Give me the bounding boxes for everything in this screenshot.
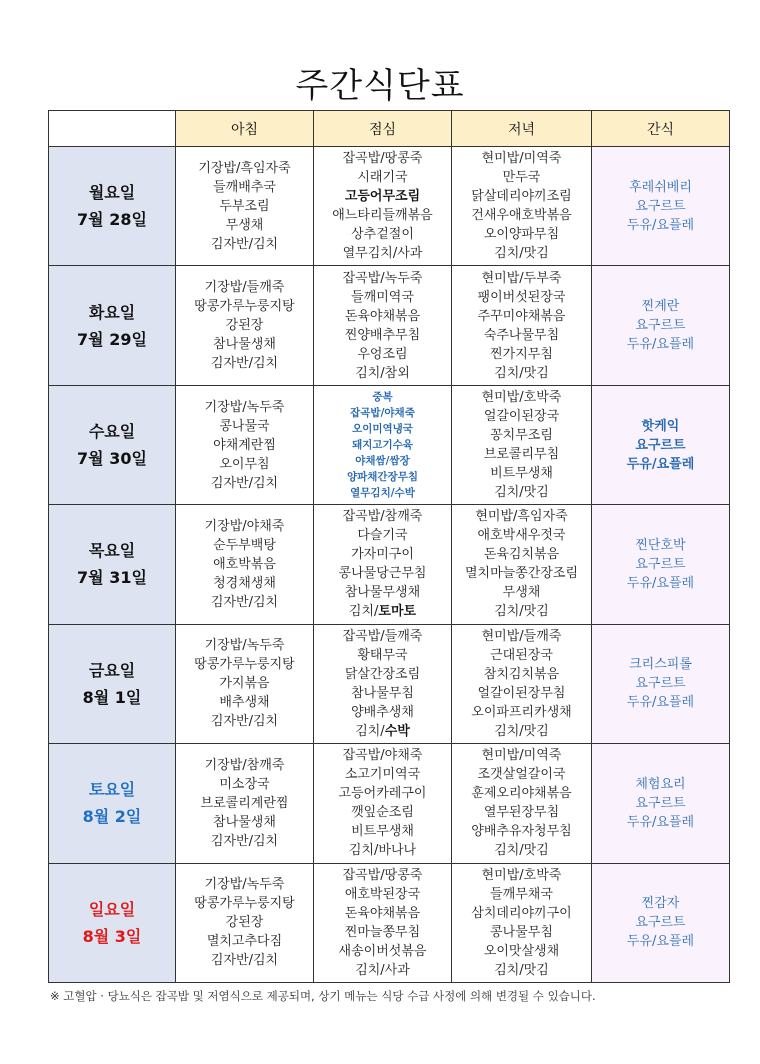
lunch-item: 황태무국 bbox=[357, 647, 408, 663]
lunch-item: 애느타리들깨볶음 bbox=[332, 208, 433, 224]
header-breakfast: 아침 bbox=[176, 111, 314, 147]
day-name: 목요일 bbox=[88, 541, 136, 561]
dinner-item: 오이맛살생채 bbox=[483, 943, 560, 959]
dinner-item: 참치김치볶음 bbox=[483, 666, 560, 682]
day-date: 7월 29일 bbox=[77, 329, 147, 349]
snack-item: 두유/요플레 bbox=[626, 814, 695, 830]
lunch-item: 김치/사과 bbox=[355, 962, 410, 978]
snack-cell bbox=[592, 744, 730, 863]
menu-table bbox=[48, 110, 730, 983]
lunch-item: 닭살간장조림 bbox=[344, 666, 421, 682]
day-cell bbox=[49, 863, 176, 982]
dinner-item: 무생채 bbox=[502, 585, 541, 601]
dinner-item: 현미밥/호박죽 bbox=[481, 390, 562, 406]
lunch-cell bbox=[314, 863, 452, 982]
snack-cell bbox=[592, 266, 730, 385]
day-cell bbox=[49, 624, 176, 743]
dinner-item: 현미밥/호박죽 bbox=[481, 867, 562, 883]
lunch-item: 돼지고기수육 bbox=[352, 439, 413, 452]
dinner-item: 김치/맛김 bbox=[494, 485, 549, 501]
snack-item: 요구르트 bbox=[635, 795, 686, 811]
dinner-item: 꽁치무조림 bbox=[490, 428, 553, 444]
snack-item: 두유/요플레 bbox=[626, 695, 695, 711]
dinner-cell bbox=[452, 744, 592, 863]
lunch-item: 고등어카레구이 bbox=[338, 786, 427, 802]
breakfast-item: 김자반/김치 bbox=[210, 236, 279, 252]
day-date: 8월 1일 bbox=[82, 687, 142, 707]
breakfast-item: 브로콜리계란찜 bbox=[200, 795, 289, 811]
breakfast-item: 두부조림 bbox=[219, 198, 270, 214]
snack-item: 요구르트 bbox=[635, 915, 686, 931]
dinner-cell bbox=[452, 385, 592, 504]
lunch-item: 시래기국 bbox=[357, 170, 408, 186]
lunch-item: 열무김치/사과 bbox=[342, 246, 423, 262]
dinner-item: 애호박새우젓국 bbox=[477, 528, 566, 544]
header-lunch: 점심 bbox=[314, 111, 452, 147]
breakfast-item: 기장밥/녹두죽 bbox=[204, 638, 285, 654]
snack-cell bbox=[592, 147, 730, 266]
snack-item: 두유/요플레 bbox=[626, 934, 695, 950]
lunch-item: 참나물무생채 bbox=[344, 585, 421, 601]
day-date: 8월 2일 bbox=[82, 807, 142, 827]
lunch-item: 돈육야채볶음 bbox=[344, 905, 421, 921]
lunch-item: 콩나물당근무침 bbox=[338, 566, 427, 582]
lunch-item: 가자미구이 bbox=[351, 547, 414, 563]
lunch-cell bbox=[314, 385, 452, 504]
dinner-item: 돈육김치볶음 bbox=[483, 547, 560, 563]
lunch-item: 비트무생채 bbox=[351, 824, 414, 840]
breakfast-item: 오이무침 bbox=[219, 456, 270, 472]
snack-item: 두유/요플레 bbox=[626, 575, 695, 591]
lunch-cell bbox=[314, 624, 452, 743]
lunch-item: 오이미역냉국 bbox=[352, 423, 413, 436]
lunch-item: 잡곡밥/야채죽 bbox=[342, 748, 423, 764]
dinner-item: 비트무생채 bbox=[490, 466, 553, 482]
breakfast-item: 순두부백탕 bbox=[213, 537, 276, 553]
menu-row bbox=[49, 863, 730, 982]
breakfast-cell bbox=[176, 385, 314, 504]
snack-item: 찐감자 bbox=[641, 896, 680, 912]
dinner-item: 조갯살얼갈이국 bbox=[477, 767, 566, 783]
day-name: 일요일 bbox=[88, 899, 136, 919]
breakfast-item: 기장밥/녹두죽 bbox=[204, 399, 285, 415]
lunch-item: 찐양배추무침 bbox=[344, 327, 421, 343]
dinner-item: 양배추유자청무침 bbox=[471, 824, 572, 840]
snack-item: 요구르트 bbox=[635, 676, 686, 692]
lunch-item: 김치/참외 bbox=[355, 365, 410, 381]
breakfast-item: 야채계란찜 bbox=[213, 437, 276, 453]
snack-item: 찐단호박 bbox=[635, 537, 686, 553]
page-title: 주간식단표 bbox=[295, 66, 465, 106]
lunch-item: 새송이버섯볶음 bbox=[338, 943, 427, 959]
dinner-item: 닭살데리야끼조림 bbox=[471, 189, 572, 205]
dinner-item: 멸치마늘쫑간장조림 bbox=[464, 566, 579, 582]
breakfast-cell bbox=[176, 863, 314, 982]
lunch-item: 열무김치/수박 bbox=[350, 487, 415, 500]
day-date: 7월 28일 bbox=[77, 210, 147, 230]
lunch-item: 들깨미역국 bbox=[351, 289, 414, 305]
dinner-item: 김치/맛김 bbox=[494, 246, 549, 262]
day-name: 토요일 bbox=[88, 780, 136, 800]
breakfast-item: 기장밥/들깨죽 bbox=[204, 280, 285, 296]
dinner-item: 열무된장무침 bbox=[483, 805, 560, 821]
snack-item: 찐계란 bbox=[641, 299, 680, 315]
lunch-item: 잡곡밥/녹두죽 bbox=[342, 270, 423, 286]
breakfast-item: 기장밥/흑임자죽 bbox=[198, 160, 291, 176]
breakfast-item: 강된장 bbox=[225, 318, 264, 334]
breakfast-item: 애호박볶음 bbox=[213, 556, 276, 572]
dinner-item: 얼갈이된장국 bbox=[483, 409, 560, 425]
lunch-item: 잡곡밥/땅콩죽 bbox=[342, 867, 423, 883]
dinner-item: 오이파프리카생채 bbox=[471, 704, 572, 720]
footnote: ※ 고혈압 · 당뇨식은 잡곡밥 및 저염식으로 제공되며, 상기 메뉴는 식당 수급 사정에 의해 변경될 수 있습니다. bbox=[50, 989, 596, 1003]
dinner-item: 현미밥/미역죽 bbox=[481, 748, 562, 764]
breakfast-item: 기장밥/참깨죽 bbox=[204, 757, 285, 773]
dinner-item: 콩나물무침 bbox=[490, 924, 553, 940]
lunch-item: 깻잎순조림 bbox=[351, 805, 414, 821]
day-cell bbox=[49, 505, 176, 624]
breakfast-item: 미소장국 bbox=[219, 776, 270, 792]
breakfast-cell bbox=[176, 744, 314, 863]
lunch-item: 잡곡밥/참깨죽 bbox=[342, 509, 423, 525]
day-cell bbox=[49, 744, 176, 863]
dinner-item: 브로콜리무침 bbox=[483, 447, 560, 463]
breakfast-item: 김자반/김치 bbox=[210, 953, 279, 969]
header-corner bbox=[49, 111, 176, 147]
dinner-item: 김치/맛김 bbox=[494, 843, 549, 859]
breakfast-item: 땅콩가루누룽지탕 bbox=[194, 299, 295, 315]
lunch-cell bbox=[314, 505, 452, 624]
snack-cell bbox=[592, 863, 730, 982]
menu-row bbox=[49, 147, 730, 266]
snack-item: 두유/요플레 bbox=[626, 456, 695, 472]
breakfast-item: 가지볶음 bbox=[219, 676, 270, 692]
snack-item: 두유/요플레 bbox=[626, 217, 695, 233]
menu-row bbox=[49, 505, 730, 624]
dinner-item: 오이양파무침 bbox=[483, 227, 560, 243]
dinner-item: 팽이버섯된장국 bbox=[477, 289, 566, 305]
dinner-item: 현미밥/미역죽 bbox=[481, 151, 562, 167]
day-cell bbox=[49, 266, 176, 385]
lunch-item: 상추겉절이 bbox=[351, 227, 414, 243]
lunch-cell bbox=[314, 744, 452, 863]
snack-item: 두유/요플레 bbox=[626, 337, 695, 353]
lunch-item: 찐마늘쫑무침 bbox=[344, 924, 421, 940]
breakfast-item: 기장밥/녹두죽 bbox=[204, 877, 285, 893]
dinner-item: 만두국 bbox=[502, 170, 541, 186]
snack-cell bbox=[592, 624, 730, 743]
dinner-item: 얼갈이된장무침 bbox=[477, 685, 566, 701]
dinner-item: 현미밥/들깨죽 bbox=[481, 628, 562, 644]
snack-item: 요구르트 bbox=[635, 198, 686, 214]
lunch-item: 잡곡밥/들깨죽 bbox=[342, 628, 423, 644]
dinner-item: 훈제오리야채볶음 bbox=[471, 786, 572, 802]
snack-item: 요구르트 bbox=[635, 318, 686, 334]
dinner-item: 근대된장국 bbox=[490, 647, 553, 663]
breakfast-item: 무생채 bbox=[225, 217, 264, 233]
dinner-item: 현미밥/흑임자죽 bbox=[475, 509, 568, 525]
dinner-item: 숙주나물무침 bbox=[483, 327, 560, 343]
day-name: 금요일 bbox=[88, 660, 136, 680]
breakfast-item: 김자반/김치 bbox=[210, 714, 279, 730]
breakfast-cell bbox=[176, 147, 314, 266]
header-row bbox=[49, 111, 730, 147]
breakfast-cell bbox=[176, 266, 314, 385]
lunch-item: 김치/바나나 bbox=[348, 843, 417, 859]
day-date: 7월 31일 bbox=[77, 568, 147, 588]
breakfast-item: 청경채생채 bbox=[213, 575, 276, 591]
lunch-item: 김치/토마토 bbox=[348, 604, 417, 620]
day-name: 월요일 bbox=[88, 183, 136, 203]
dinner-item: 김치/맛김 bbox=[494, 604, 549, 620]
lunch-cell bbox=[314, 147, 452, 266]
lunch-item: 참나물무침 bbox=[351, 685, 414, 701]
day-date: 8월 3일 bbox=[82, 926, 142, 946]
breakfast-item: 기장밥/야채죽 bbox=[204, 518, 285, 534]
dinner-item: 김치/맛김 bbox=[494, 365, 549, 381]
lunch-item: 고등어무조림 bbox=[344, 189, 421, 205]
breakfast-item: 김자반/김치 bbox=[210, 475, 279, 491]
dinner-item: 건새우애호박볶음 bbox=[471, 208, 572, 224]
breakfast-item: 김자반/김치 bbox=[210, 833, 279, 849]
lunch-item: 중복 bbox=[372, 391, 393, 404]
dinner-cell bbox=[452, 863, 592, 982]
day-name: 화요일 bbox=[88, 302, 136, 322]
lunch-item: 잡곡밥/야채죽 bbox=[350, 407, 415, 420]
snack-item: 크리스피롤 bbox=[629, 657, 692, 673]
snack-item: 요구르트 bbox=[635, 437, 686, 453]
menu-row bbox=[49, 744, 730, 863]
breakfast-item: 멸치고추다짐 bbox=[206, 934, 283, 950]
dinner-item: 김치/맛김 bbox=[494, 962, 549, 978]
snack-item: 요구르트 bbox=[635, 556, 686, 572]
breakfast-item: 배추생채 bbox=[219, 695, 270, 711]
dinner-item: 삼치데리야끼구이 bbox=[471, 905, 572, 921]
breakfast-item: 김자반/김치 bbox=[210, 356, 279, 372]
lunch-item: 야채쌈/쌈장 bbox=[355, 455, 410, 468]
lunch-item: 소고기미역국 bbox=[344, 767, 421, 783]
lunch-item: 우엉조림 bbox=[357, 346, 408, 362]
dinner-cell bbox=[452, 505, 592, 624]
lunch-item: 양파채간장무침 bbox=[346, 471, 418, 484]
dinner-item: 들깨무채국 bbox=[490, 886, 553, 902]
menu-row bbox=[49, 385, 730, 504]
breakfast-item: 참나물생채 bbox=[213, 814, 276, 830]
lunch-item: 양배추생채 bbox=[351, 704, 414, 720]
header-snack: 간식 bbox=[592, 111, 730, 147]
day-date: 7월 30일 bbox=[77, 449, 147, 469]
lunch-item: 잡곡밥/땅콩죽 bbox=[342, 151, 423, 167]
breakfast-item: 땅콩가루누룽지탕 bbox=[194, 657, 295, 673]
dinner-item: 찐가지무침 bbox=[490, 346, 553, 362]
day-cell bbox=[49, 147, 176, 266]
breakfast-item: 땅콩가루누룽지탕 bbox=[194, 896, 295, 912]
lunch-item: 애호박된장국 bbox=[344, 886, 421, 902]
breakfast-cell bbox=[176, 505, 314, 624]
snack-cell bbox=[592, 385, 730, 504]
lunch-cell bbox=[314, 266, 452, 385]
header-dinner: 저녁 bbox=[452, 111, 592, 147]
menu-row bbox=[49, 266, 730, 385]
dinner-cell bbox=[452, 266, 592, 385]
dinner-item: 주꾸미야채볶음 bbox=[477, 308, 566, 324]
breakfast-item: 김자반/김치 bbox=[210, 594, 279, 610]
dinner-item: 현미밥/두부죽 bbox=[481, 270, 562, 286]
snack-cell bbox=[592, 505, 730, 624]
dinner-cell bbox=[452, 624, 592, 743]
breakfast-item: 강된장 bbox=[225, 915, 264, 931]
lunch-item: 김치/수박 bbox=[355, 723, 410, 739]
snack-item: 후레쉬베리 bbox=[629, 179, 692, 195]
lunch-item: 다슬기국 bbox=[357, 528, 408, 544]
dinner-cell bbox=[452, 147, 592, 266]
breakfast-item: 들깨배추국 bbox=[213, 179, 276, 195]
breakfast-item: 참나물생채 bbox=[213, 337, 276, 353]
snack-item: 핫케익 bbox=[641, 418, 680, 434]
day-name: 수요일 bbox=[88, 422, 136, 442]
breakfast-cell bbox=[176, 624, 314, 743]
day-cell bbox=[49, 385, 176, 504]
menu-row bbox=[49, 624, 730, 743]
dinner-item: 김치/맛김 bbox=[494, 723, 549, 739]
lunch-item: 돈육야채볶음 bbox=[344, 308, 421, 324]
breakfast-item: 콩나물국 bbox=[219, 418, 270, 434]
snack-item: 체험요리 bbox=[635, 776, 686, 792]
